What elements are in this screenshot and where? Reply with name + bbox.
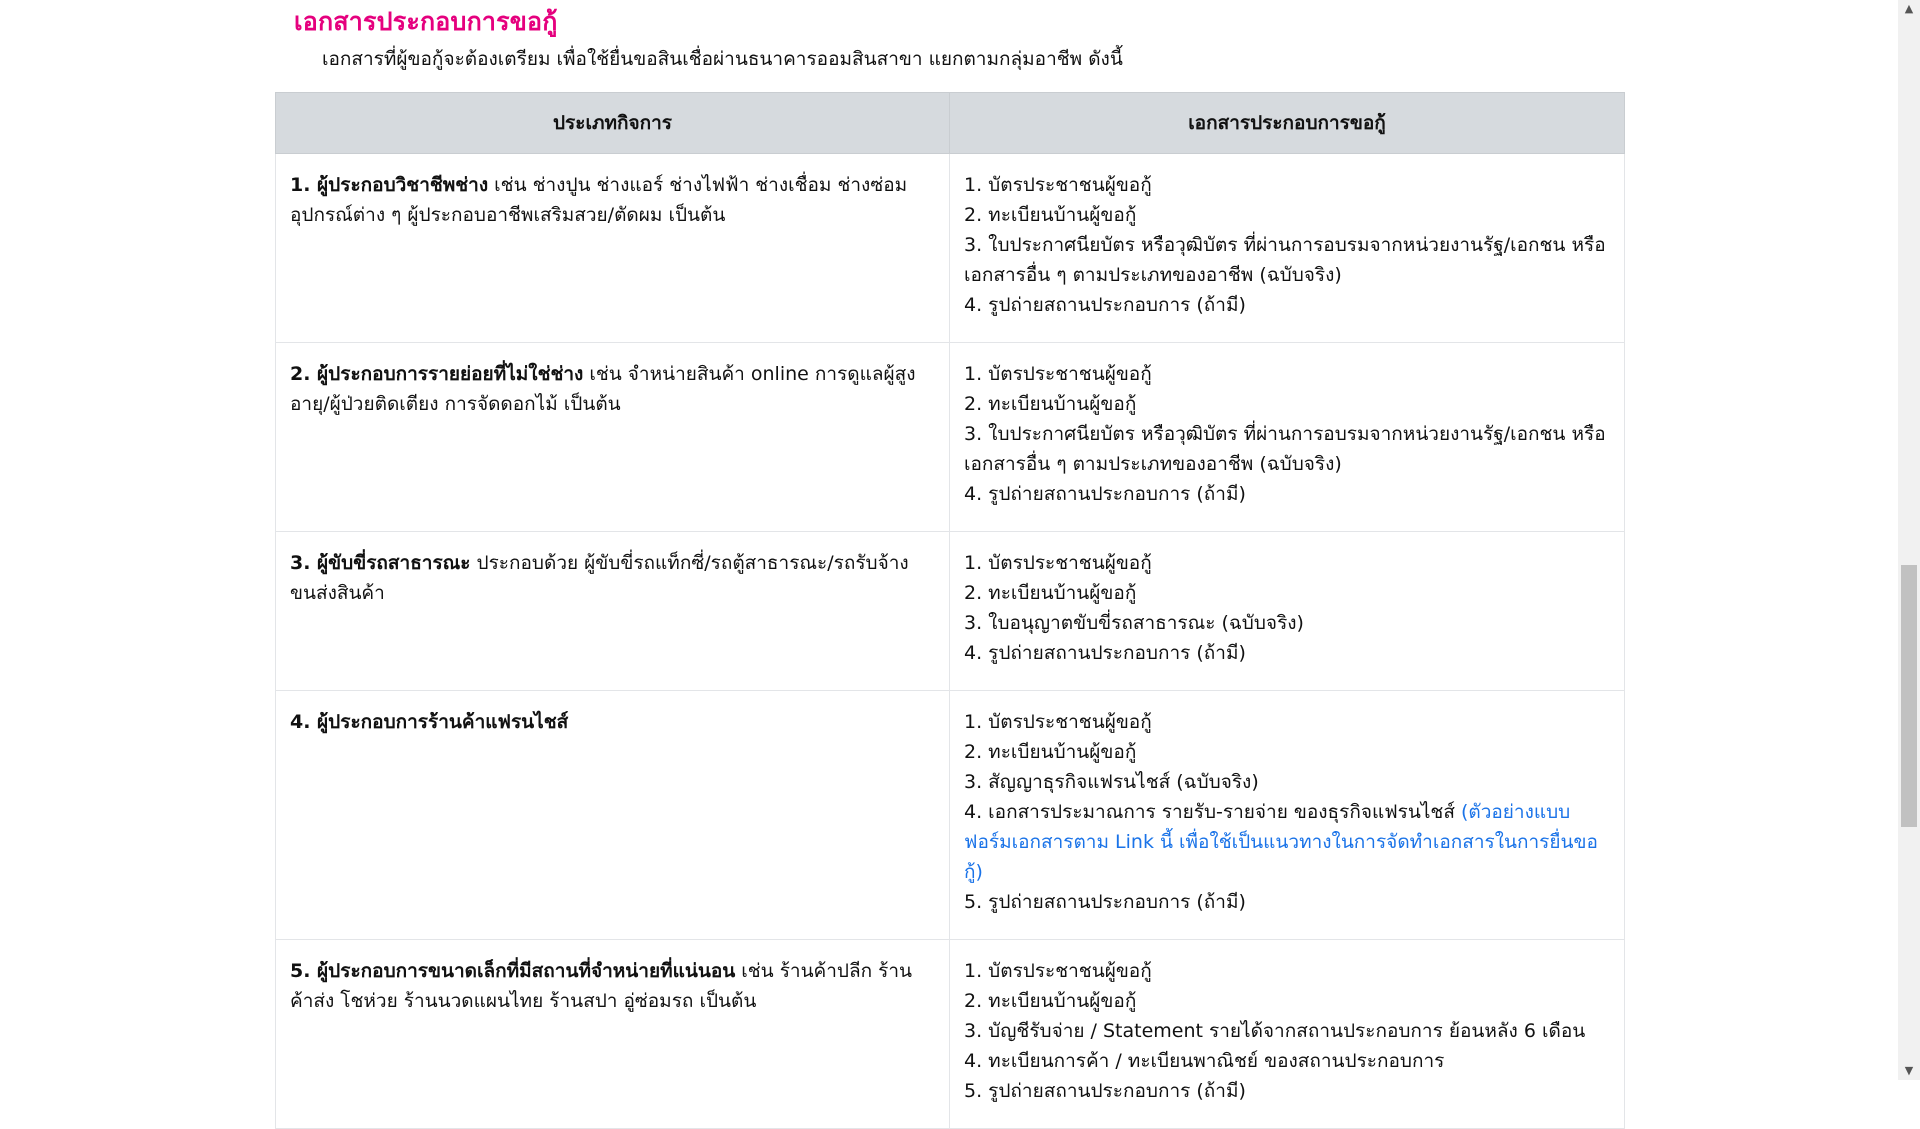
business-type-cell (276, 940, 950, 1129)
business-type-desc: เช่น ช่างปูน ช่างแอร์ ช่างไฟฟ้า ช่างเชื่อม ช่างซ่อมอุปกรณ์ต่าง ๆ ผู้ประกอบอาชีพเสริมสวย/ตัดผม เป็นต้น (290, 174, 908, 226)
list-item: 1. บัตรประชาชนผู้ขอกู้ (964, 174, 1152, 196)
list-item: 4. รูปถ่ายสถานประกอบการ (ถ้ามี) (964, 294, 1246, 316)
list-item: 2. ทะเบียนบ้านผู้ขอกู้ (964, 204, 1137, 226)
documents-cell (950, 343, 1625, 532)
header-business-type: ประเภทกิจการ (276, 93, 950, 154)
table-row (276, 532, 1625, 691)
business-type-cell (276, 691, 950, 940)
list-item: 1. บัตรประชาชนผู้ขอกู้ (964, 960, 1152, 982)
franchise-form-link[interactable]: (ตัวอย่างแบบฟอร์มเอกสารตาม Link นี้ เพื่อใช้เป็นแนวทางในการจัดทำเอกสารในการยื่นขอกู้) (964, 801, 1598, 883)
section-intro: เอกสารที่ผู้ขอกู้จะต้องเตรียม เพื่อใช้ยื่นขอสินเชื่อผ่านธนาคารออมสินสาขา แยกตามกลุ่มอาชีพ ดังนี้ (322, 48, 1123, 70)
table-row (276, 691, 1625, 940)
list-item: 2. ทะเบียนบ้านผู้ขอกู้ (964, 393, 1137, 415)
documents-list (964, 359, 1610, 509)
list-item: 4. ทะเบียนการค้า / ทะเบียนพาณิชย์ ของสถานประกอบการ (964, 1050, 1445, 1072)
vertical-scrollbar[interactable] (1898, 0, 1920, 1080)
list-item: 3. ใบประกาศนียบัตร หรือวุฒิบัตร ที่ผ่านการอบรมจากหน่วยงานรัฐ/เอกชน หรือเอกสารอื่น ๆ ตามประเภทของอาชีพ (ฉบับจริง) (964, 423, 1606, 475)
list-item: 1. บัตรประชาชนผู้ขอกู้ (964, 363, 1152, 385)
documents-list (964, 548, 1610, 668)
business-type-name: 4. ผู้ประกอบการร้านค้าแฟรนไชส์ (290, 711, 569, 733)
scroll-up-icon[interactable]: ▲ (1904, 2, 1914, 15)
list-item: 5. รูปถ่ายสถานประกอบการ (ถ้ามี) (964, 1080, 1246, 1102)
list-item: 4. รูปถ่ายสถานประกอบการ (ถ้ามี) (964, 642, 1246, 664)
business-type-name: 1. ผู้ประกอบวิชาชีพช่าง (290, 174, 489, 196)
scroll-down-icon[interactable]: ▼ (1904, 1064, 1914, 1077)
documents-cell (950, 532, 1625, 691)
section-title: เอกสารประกอบการขอกู้ (294, 7, 558, 36)
documents-cell (950, 154, 1625, 343)
business-type-cell (276, 154, 950, 343)
business-type-name: 3. ผู้ขับขี่รถสาธารณะ (290, 552, 471, 574)
list-item: 1. บัตรประชาชนผู้ขอกู้ (964, 711, 1152, 733)
documents-table (275, 92, 1625, 1129)
business-type-cell (276, 343, 950, 532)
list-item (964, 797, 1610, 887)
list-item: 4. รูปถ่ายสถานประกอบการ (ถ้ามี) (964, 483, 1246, 505)
table-row (276, 154, 1625, 343)
list-item: 1. บัตรประชาชนผู้ขอกู้ (964, 552, 1152, 574)
business-type-desc: เช่น จำหน่ายสินค้า online การดูแลผู้สูงอายุ/ผู้ป่วยติดเตียง การจัดดอกไม้ เป็นต้น (290, 363, 916, 415)
documents-cell (950, 691, 1625, 940)
documents-list (964, 170, 1610, 320)
list-item: 3. ใบประกาศนียบัตร หรือวุฒิบัตร ที่ผ่านการอบรมจากหน่วยงานรัฐ/เอกชน หรือเอกสารอื่น ๆ ตามประเภทของอาชีพ (ฉบับจริง) (964, 234, 1606, 286)
documents-list (964, 707, 1610, 917)
list-item: 2. ทะเบียนบ้านผู้ขอกู้ (964, 990, 1137, 1012)
list-item: 3. สัญญาธุรกิจแฟรนไชส์ (ฉบับจริง) (964, 771, 1259, 793)
business-type-name: 5. ผู้ประกอบการขนาดเล็กที่มีสถานที่จำหน่ายที่แน่นอน (290, 960, 736, 982)
documents-list (964, 956, 1610, 1106)
table-row (276, 940, 1625, 1129)
list-item: 5. รูปถ่ายสถานประกอบการ (ถ้ามี) (964, 891, 1246, 913)
header-required-documents: เอกสารประกอบการขอกู้ (950, 93, 1625, 154)
list-item: 3. บัญชีรับจ่าย / Statement รายได้จากสถานประกอบการ ย้อนหลัง 6 เดือน (964, 1020, 1586, 1042)
list-item: 2. ทะเบียนบ้านผู้ขอกู้ (964, 582, 1137, 604)
business-type-cell (276, 532, 950, 691)
documents-cell (950, 940, 1625, 1129)
business-type-desc: ประกอบด้วย ผู้ขับขี่รถแท็กซี่/รถตู้สาธารณะ/รถรับจ้างขนส่งสินค้า (290, 552, 909, 604)
table-header-row (276, 93, 1625, 154)
list-item: 3. ใบอนุญาตขับขี่รถสาธารณะ (ฉบับจริง) (964, 612, 1304, 634)
business-type-name: 2. ผู้ประกอบการรายย่อยที่ไม่ใช่ช่าง (290, 363, 584, 385)
table-row (276, 343, 1625, 532)
business-type-desc: เช่น ร้านค้าปลีก ร้านค้าส่ง โชห่วย ร้านนวดแผนไทย ร้านสปา อู่ซ่อมรถ เป็นต้น (290, 960, 913, 1012)
list-item: 2. ทะเบียนบ้านผู้ขอกู้ (964, 741, 1137, 763)
scrollbar-thumb[interactable] (1901, 565, 1917, 827)
franchise-estimate-text: 4. เอกสารประมาณการ รายรับ-รายจ่าย ของธุรกิจแฟรนไชส์ (964, 801, 1461, 823)
